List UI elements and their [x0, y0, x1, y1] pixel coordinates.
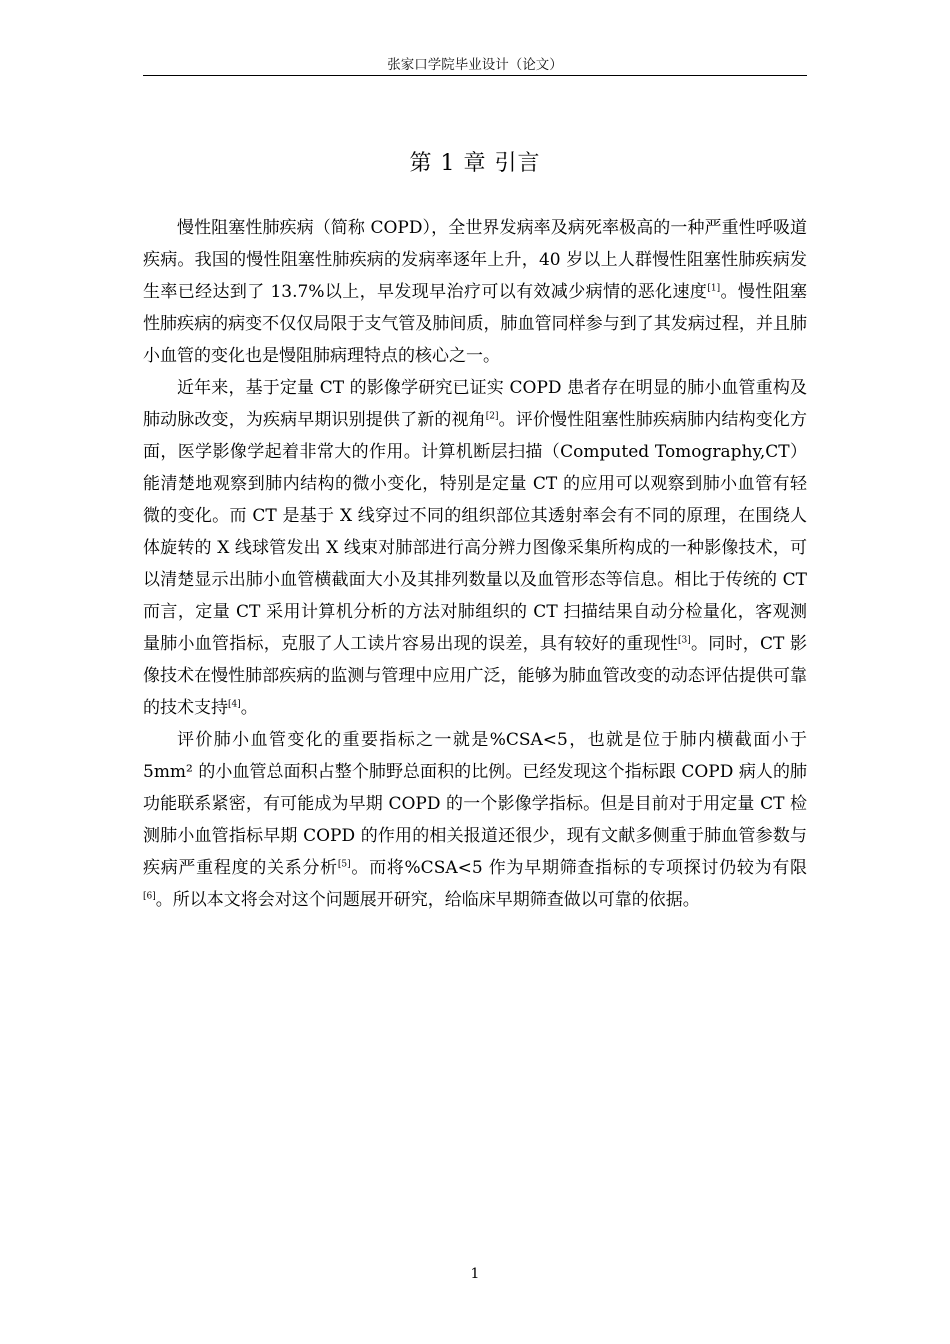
- paragraph-text: 近年来，基于定量 CT 的影像学研究已证实 COPD 患者存在明显的肺小血管重构及肺动脉改变，为疾病早期识别提供了新的视角: [143, 378, 807, 430]
- paragraph-text: 。所以本文将会对这个问题展开研究，给临床早期筛查做以可靠的依据。: [155, 890, 700, 910]
- citation-ref: [4]: [228, 699, 241, 710]
- header-rule: [143, 75, 807, 76]
- page-number: 1: [470, 1266, 480, 1282]
- paragraph-text: 。: [240, 698, 258, 718]
- paragraph-text: 。评价慢性阻塞性肺疾病肺内结构变化方面，医学影像学起着非常大的作用。计算机断层扫描（Computed Tomography,CT）能清楚地观察到肺内结构的微小变化，特别是定量 CT 的应用可以观察到肺小血管有轻微的变化。而 CT 是基于 X 线穿过不同的组织部位其透射率会有不同的原理，在围绕人体旋转的 X 线球管发出 X 线束对肺部进行高分辨力图像采集所构成的一种影像技术，可以清楚显示出肺小血管横截面大小及其排列数量以及血管形态等信息。相比于传统的 CT 而言，定量 CT 采用计算机分析的方法对肺组织的 CT 扫描结果自动分检量化，客观测量肺小血管指标，克服了人工读片容易出现的误差，具有较好的重现性: [143, 410, 808, 654]
- running-header: 张家口学院毕业设计（论文）: [387, 57, 563, 73]
- citation-ref: [3]: [677, 635, 691, 646]
- citation-ref: [1]: [707, 283, 721, 294]
- citation-ref: [6]: [143, 891, 156, 902]
- citation-ref: [5]: [337, 859, 351, 870]
- chapter-title: 第 1 章 引言: [409, 151, 541, 176]
- citation-ref: [2]: [485, 411, 499, 422]
- body-text: [143, 212, 807, 916]
- paragraph-text: 慢性阻塞性肺疾病（简称 COPD），全世界发病率及病死率极高的一种严重性呼吸道疾病。我国的慢性阻塞性肺疾病的发病率逐年上升，40 岁以上人群慢性阻塞性肺疾病发生率已经达到了 13.7%以上，早发现早治疗可以有效减少病情的恶化速度: [143, 218, 807, 302]
- body-paragraph: [143, 372, 807, 724]
- paragraph-text: 。同时，CT 影像技术在慢性肺部疾病的监测与管理中应用广泛，能够为肺血管改变的动态评估提供可靠的技术支持: [143, 634, 808, 718]
- paragraph-text: 。而将%CSA<5 作为早期筛查指标的专项探讨仍较为有限: [350, 858, 808, 878]
- body-paragraph: [143, 212, 807, 372]
- paragraph-text: 评价肺小血管变化的重要指标之一就是%CSA<5，也就是位于肺内横截面小于 5mm² 的小血管总面积占整个肺野总面积的比例。已经发现这个指标跟 COPD 病人的肺功能联系紧密，有可能成为早期 COPD 的一个影像学指标。但是目前对于用定量 CT 检测肺小血管指标早期 COPD 的作用的相关报道还很少，现有文献多侧重于肺血管参数与疾病严重程度的关系分析: [143, 730, 807, 878]
- paragraph-text: 。慢性阻塞性肺疾病的病变不仅仅局限于支气管及肺间质，肺血管同样参与到了其发病过程，并且肺小血管的变化也是慢阻肺病理特点的核心之一。: [143, 282, 807, 366]
- body-paragraph: [143, 724, 807, 916]
